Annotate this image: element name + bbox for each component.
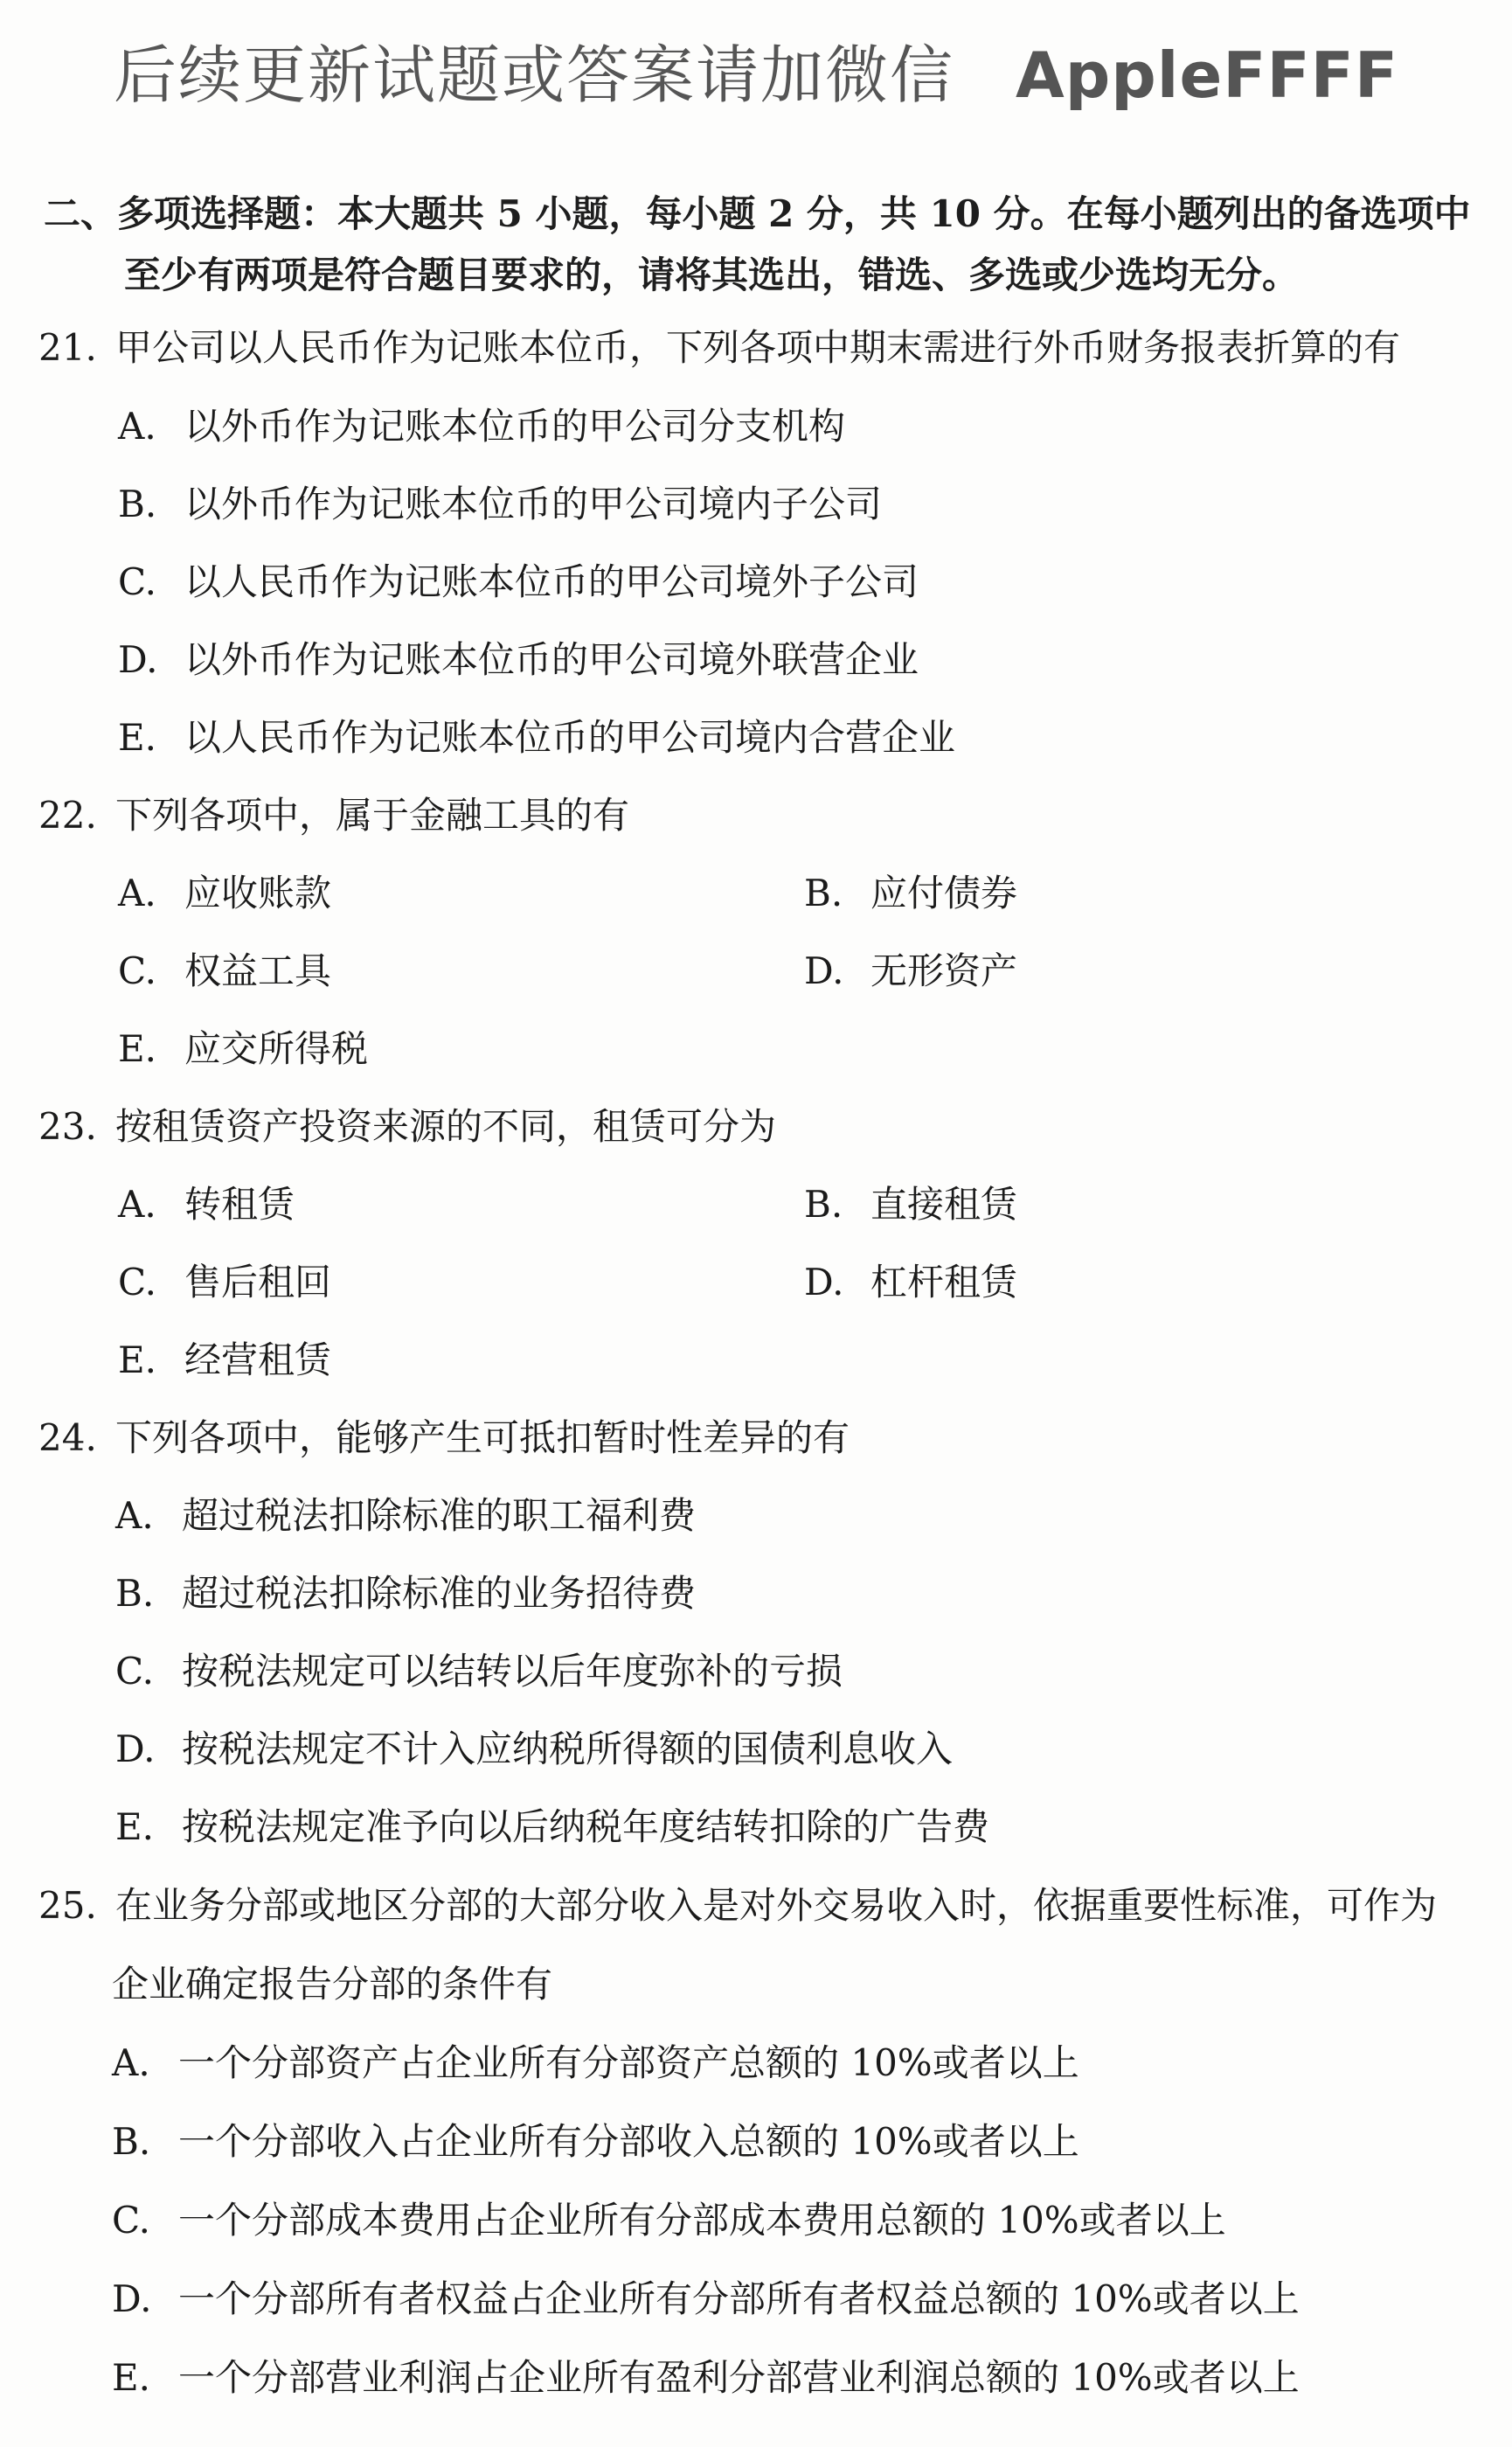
- q23-option-b: [804, 1178, 1017, 1231]
- option-letter: B.: [804, 872, 843, 914]
- question-text: 下列各项中，能够产生可抵扣暂时性差异的有: [115, 1416, 850, 1459]
- q22-option-e: [118, 1023, 368, 1075]
- q24-option-e: [115, 1801, 989, 1853]
- q24-option-c: [115, 1645, 843, 1698]
- question-text: 下列各项中，属于金融工具的有: [115, 794, 630, 837]
- wechat-id: AppleFFFF: [1015, 38, 1399, 112]
- option-text: 按税法规定准予向以后纳税年度结转扣除的广告费: [182, 1805, 990, 1848]
- option-text: 杠杆租赁: [870, 1261, 1018, 1303]
- q22-option-d: [804, 945, 1017, 998]
- option-letter: E.: [112, 2356, 151, 2399]
- q23-option-c: [118, 1256, 331, 1309]
- option-text: 应收账款: [184, 872, 332, 914]
- q25-option-a: [112, 2037, 1079, 2089]
- option-letter: B.: [118, 483, 157, 525]
- option-letter: B.: [804, 1183, 843, 1226]
- question-number: 23.: [38, 1105, 97, 1148]
- option-text: 售后租回: [184, 1261, 332, 1303]
- option-text: 一个分部成本费用占企业所有分部成本费用总额的 10%或者以上: [178, 2199, 1226, 2242]
- option-letter: D.: [804, 1261, 844, 1303]
- option-letter: C.: [118, 949, 156, 992]
- question-number: 22.: [38, 794, 97, 837]
- q25-option-e: [112, 2352, 1300, 2404]
- question-number: 25.: [38, 1884, 97, 1927]
- option-text: 超过税法扣除标准的业务招待费: [182, 1572, 697, 1615]
- option-text: 以人民币作为记账本位币的甲公司境内合营企业: [184, 716, 956, 759]
- option-letter: C.: [118, 1261, 156, 1303]
- q24-option-a: [115, 1490, 696, 1542]
- question-25-stem: [38, 1880, 1481, 1932]
- question-24-stem: [38, 1412, 1481, 1464]
- question-23-stem: [38, 1101, 1481, 1153]
- question-number: 24.: [38, 1416, 97, 1459]
- option-letter: D.: [804, 949, 844, 992]
- question-text: 在业务分部或地区分部的大部分收入是对外交易收入时，依据重要性标准，可作为: [115, 1884, 1438, 1927]
- option-text: 权益工具: [184, 949, 332, 992]
- q22-option-a: [118, 867, 331, 920]
- option-letter: C.: [112, 2199, 150, 2242]
- q21-option-e: [118, 712, 955, 764]
- option-letter: A.: [118, 1183, 156, 1226]
- option-text: 以人民币作为记账本位币的甲公司境外子公司: [184, 560, 919, 603]
- option-letter: A.: [115, 1494, 154, 1537]
- q21-option-d: [118, 634, 919, 686]
- option-text: 以外币作为记账本位币的甲公司境外联营企业: [184, 638, 919, 681]
- question-text: 甲公司以人民币作为记账本位币，下列各项中期末需进行外币财务报表折算的有: [115, 326, 1401, 369]
- option-letter: B.: [115, 1572, 155, 1615]
- section-header-line1: 二、多项选择题：本大题共 5 小题，每小题 2 分，共 10 分。在每小题列出的备选项中: [44, 192, 1471, 235]
- q22-option-b: [804, 867, 1017, 920]
- q25-option-d: [112, 2273, 1300, 2325]
- banner-text: 后续更新试题或答案请加微信: [113, 38, 954, 112]
- option-text: 一个分部营业利润占企业所有盈利分部营业利润总额的 10%或者以上: [178, 2356, 1300, 2399]
- option-letter: A.: [118, 405, 156, 448]
- option-text: 一个分部收入占企业所有分部收入总额的 10%或者以上: [178, 2120, 1079, 2163]
- section-header: [44, 184, 1477, 306]
- option-letter: E.: [118, 1027, 157, 1070]
- option-text: 无形资产: [870, 949, 1018, 992]
- option-letter: D.: [112, 2277, 152, 2320]
- option-text: 以外币作为记账本位币的甲公司境内子公司: [184, 483, 883, 525]
- question-21-stem: [38, 322, 1481, 374]
- option-text: 按税法规定可以结转以后年度弥补的亏损: [182, 1650, 843, 1693]
- section-header-line2: 至少有两项是符合题目要求的，请将其选出，错选、多选或少选均无分。: [124, 254, 1300, 296]
- option-text: 应付债券: [870, 872, 1018, 914]
- q24-option-d: [115, 1723, 953, 1776]
- option-letter: D.: [115, 1727, 156, 1770]
- option-text: 一个分部所有者权益占企业所有分部所有者权益总额的 10%或者以上: [178, 2277, 1300, 2320]
- q21-option-b: [118, 478, 882, 531]
- option-text: 一个分部资产占企业所有分部资产总额的 10%或者以上: [178, 2041, 1079, 2084]
- option-text: 以外币作为记账本位币的甲公司分支机构: [184, 405, 846, 448]
- option-letter: A.: [118, 872, 156, 914]
- q23-option-e: [118, 1334, 331, 1387]
- option-text: 超过税法扣除标准的职工福利费: [182, 1494, 697, 1537]
- question-text: 按租赁资产投资来源的不同，租赁可分为: [115, 1105, 777, 1148]
- option-letter: E.: [118, 716, 157, 759]
- q22-option-c: [118, 945, 331, 998]
- wechat-banner: [0, 24, 1512, 115]
- option-text: 转租赁: [184, 1183, 295, 1226]
- q21-option-c: [118, 556, 919, 608]
- option-letter: D.: [118, 638, 158, 681]
- question-25-stem-continued: 企业确定报告分部的条件有: [112, 1963, 553, 2006]
- option-letter: A.: [112, 2041, 150, 2084]
- option-letter: E.: [115, 1805, 155, 1848]
- q23-option-d: [804, 1256, 1017, 1309]
- question-22-stem: [38, 789, 1481, 842]
- option-text: 经营租赁: [184, 1338, 332, 1381]
- option-letter: E.: [118, 1338, 157, 1381]
- option-letter: C.: [115, 1650, 154, 1693]
- q21-option-a: [118, 400, 845, 453]
- q25-option-b: [112, 2116, 1079, 2168]
- option-text: 按税法规定不计入应纳税所得额的国债利息收入: [182, 1727, 954, 1770]
- q25-option-c: [112, 2194, 1226, 2247]
- q23-option-a: [118, 1178, 295, 1231]
- q24-option-b: [115, 1568, 696, 1620]
- question-number: 21.: [38, 326, 97, 369]
- option-letter: B.: [112, 2120, 151, 2163]
- option-text: 应交所得税: [184, 1027, 369, 1070]
- option-text: 直接租赁: [870, 1183, 1018, 1226]
- option-letter: C.: [118, 560, 156, 603]
